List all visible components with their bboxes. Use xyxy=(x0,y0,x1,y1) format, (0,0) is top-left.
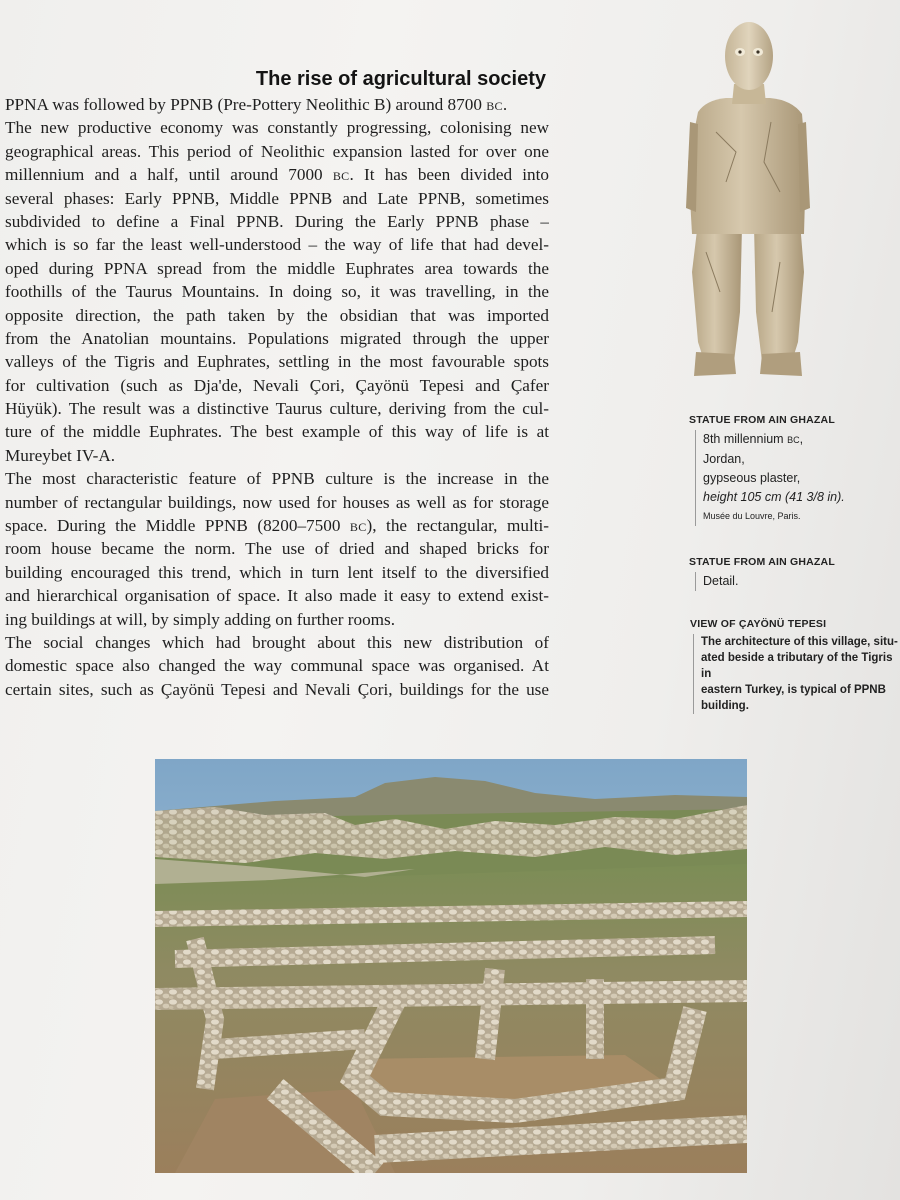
statue-detail-caption-text: Detail. xyxy=(703,574,739,588)
body-line xyxy=(5,116,549,139)
body-line xyxy=(5,140,549,163)
statue-detail-caption xyxy=(689,556,889,591)
body-text-run: and hierarchical organisation of space. It also made it easy to extend exist- xyxy=(5,586,549,606)
site-photo-caption-line: eastern Turkey, is typical of PPNB xyxy=(701,684,886,696)
statue-caption-collection: Musée du Louvre, Paris. xyxy=(703,511,801,521)
body-text-run: foothills of the Taurus Mountains. In doing so, it was travelling, in the xyxy=(5,282,549,302)
body-line xyxy=(5,397,549,420)
body-text-run: room house became the norm. The use of dried and shaped bricks for xyxy=(5,539,549,559)
body-text-run: certain sites, such as Çayönü Tepesi and Nevali Çori, buildings for the use xyxy=(5,679,549,699)
body-text-run: geographical areas. This period of Neolithic expansion lasted for over one xyxy=(5,141,549,161)
statue-detail-caption-body xyxy=(695,572,889,591)
body-line xyxy=(5,561,549,584)
statue-caption-body xyxy=(695,430,889,526)
body-text-run: . xyxy=(502,95,508,114)
body-text-run: ), the rectangular, multi- xyxy=(366,516,549,536)
body-line xyxy=(5,584,549,607)
statue-caption-dimensions: height 105 cm (41 3/8 in). xyxy=(703,490,845,504)
body-line xyxy=(5,467,549,490)
body-text-run: domestic space also changed the way communal space was organised. At xyxy=(5,656,549,676)
body-text-run: millennium and a half, until around 7000 xyxy=(5,165,333,185)
body-line xyxy=(5,187,549,210)
body-line xyxy=(5,420,549,443)
body-text-run: The social changes which had brought about this new distribution of xyxy=(5,632,549,652)
body-text-run: The new productive economy was constantly progressing, colonising new xyxy=(5,118,549,138)
body-text-run: valleys of the Tigris and Euphrates, settling in the most favourable spots xyxy=(5,352,549,372)
body-line xyxy=(5,233,549,256)
body-line xyxy=(5,163,549,186)
era-abbreviation: BC xyxy=(332,169,350,184)
site-photo-caption-line: building. xyxy=(701,700,749,712)
site-photo-caption-line: ated beside a tributary of the Tigris in xyxy=(701,652,893,680)
body-text-run: Hüyük). The result was a distinctive Taurus culture, deriving from the cul- xyxy=(5,399,549,419)
statue-caption xyxy=(689,414,889,526)
body-text-run: oped during PPNA spread from the middle Euphrates area towards the xyxy=(5,258,549,278)
body-text-run: which is so far the least well-understood – the way of life that had devel- xyxy=(5,235,549,255)
body-text-run: PPNA was followed by PPNB (Pre-Pottery Neolithic B) around 8700 xyxy=(5,95,487,114)
site-photo-caption xyxy=(690,618,900,714)
body-text-run: subdivided to define a Final PPNB. During the Early PPNB phase – xyxy=(5,211,549,231)
statue-caption-title: STATUE FROM AIN GHAZAL xyxy=(689,414,835,426)
statue-caption-date: 8th millennium BC, xyxy=(703,432,804,446)
body-line xyxy=(5,374,549,397)
body-line xyxy=(5,350,549,373)
body-text-run: space. During the Middle PPNB (8200–7500 xyxy=(5,516,350,536)
statue-detail-caption-title: STATUE FROM AIN GHAZAL xyxy=(689,556,835,568)
body-line xyxy=(5,280,549,303)
body-line xyxy=(5,631,549,654)
body-line xyxy=(5,678,549,701)
body-text xyxy=(5,93,549,701)
body-text-run: from the Anatolian mountains. Populations migrated through the upper xyxy=(5,328,549,348)
statue-photo xyxy=(676,12,820,382)
body-text-run: Mureybet IV-A. xyxy=(5,445,116,465)
statue-caption-place: Jordan, xyxy=(703,452,745,466)
body-text-run: number of rectangular buildings, now used for houses as well as for storage xyxy=(5,492,549,512)
body-line xyxy=(5,491,549,514)
statue-caption-material: gypseous plaster, xyxy=(703,471,801,485)
body-text-run: ture of the middle Euphrates. The best example of this way of life is at xyxy=(5,422,549,442)
body-line xyxy=(5,608,549,631)
body-text-run: . It has been divided into xyxy=(349,165,549,185)
page-heading: The rise of agricultural society xyxy=(255,68,546,90)
body-text-run: opposite direction, the path taken by the obsidian that was imported xyxy=(5,305,549,325)
body-line xyxy=(5,327,549,350)
site-photo-caption-body xyxy=(693,634,900,714)
site-photo-caption-line: The architecture of this village, situ- xyxy=(701,636,898,648)
era-abbreviation: BC xyxy=(486,99,503,113)
body-text-run: ing buildings at will, by simply adding on further rooms. xyxy=(5,609,396,629)
site-photo-caption-title: VIEW OF ÇAYÖNÜ TEPESI xyxy=(690,618,827,630)
body-text-run: The most characteristic feature of PPNB culture is the increase in the xyxy=(5,469,549,489)
body-line xyxy=(5,93,549,116)
body-line xyxy=(5,257,549,280)
body-line xyxy=(5,537,549,560)
body-line xyxy=(5,304,549,327)
era-abbreviation: BC xyxy=(349,520,367,535)
site-photo xyxy=(155,759,747,1173)
body-line xyxy=(5,514,549,537)
body-line xyxy=(5,654,549,677)
body-text-run: several phases: Early PPNB, Middle PPNB and Late PPNB, sometimes xyxy=(5,188,549,208)
body-text-run: for cultivation (such as Dja'de, Nevali Çori, Çayönü Tepesi and Çafer xyxy=(5,375,549,395)
body-line xyxy=(5,210,549,233)
body-line xyxy=(5,444,549,467)
body-text-run: building encouraged this trend, which in turn lent itself to the diversified xyxy=(5,562,549,582)
